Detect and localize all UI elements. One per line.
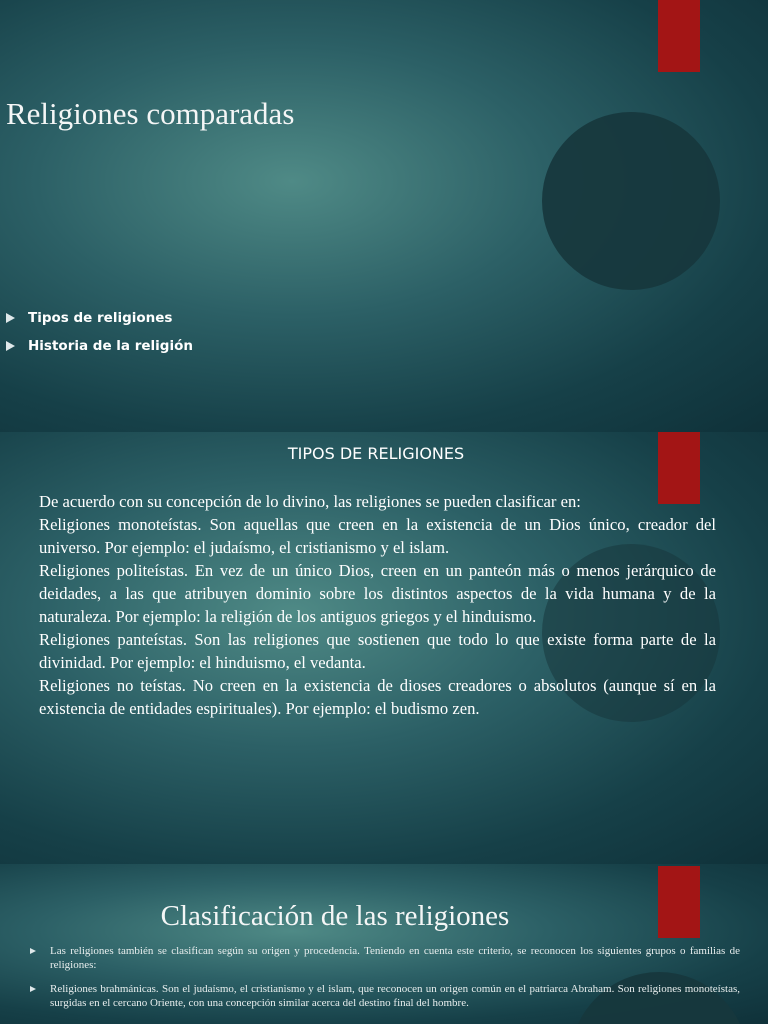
section-body [39, 490, 716, 720]
topic-label: Tipos de religiones [28, 310, 173, 326]
section-title: Clasificación de las religiones [160, 900, 510, 932]
topics-list [6, 304, 193, 360]
classification-list [30, 944, 740, 1020]
bullet-arrow-icon [6, 341, 15, 351]
paragraph: Religiones no teístas. No creen en la existencia de dioses creadores o absolutos (aunque sí en la existencia de entidades espirituales). Por ejemplo: el budismo zen. [39, 676, 716, 718]
decorative-circle [542, 112, 720, 290]
topic-label: Historia de la religión [28, 338, 193, 354]
bullet-arrow-icon [30, 986, 36, 992]
list-item [30, 982, 740, 1010]
paragraph: Religiones panteístas. Son las religiones que sostienen que todo lo que existe forma parte de la divinidad. Por ejemplo: el hinduismo, el vedanta. [39, 630, 716, 672]
bullet-arrow-icon [6, 313, 15, 323]
paragraph: Religiones monoteístas. Son aquellas que creen en la existencia de un Dios único, creador del universo. Por ejemplo: el judaísmo, el cristianismo y el islam. [39, 515, 716, 557]
presentation-title: Religiones comparadas [6, 96, 295, 131]
slide-title [0, 0, 768, 432]
slide-tipos-de-religiones [0, 432, 768, 864]
paragraph: De acuerdo con su concepción de lo divino, las religiones se pueden clasificar en: [39, 492, 581, 511]
accent-red-tab [658, 0, 700, 72]
list-item-text: Religiones brahmánicas. Son el judaísmo, el cristianismo y el islam, que reconocen un origen común en el patriarca Abraham. Son religiones monoteístas, surgidas en el cercano Oriente, con una concepción similar acerca del destino final del hombre. [50, 983, 740, 1009]
section-title: TIPOS DE RELIGIONES [287, 444, 465, 463]
slide-clasificacion [0, 864, 768, 1024]
topic-item [6, 304, 193, 332]
topic-item [6, 332, 193, 360]
list-item-text: Las religiones también se clasifican según su origen y procedencia. Teniendo en cuenta este criterio, se reconocen los siguientes grupos o familias de religiones: [50, 945, 740, 971]
bullet-arrow-icon [30, 948, 36, 954]
paragraph: Religiones politeístas. En vez de un único Dios, creen en un panteón más o menos jerárquico de deidades, a las que atribuyen dominio sobre los distintos aspectos de la vida humana y de la naturaleza. Por ejemplo: la religión de los antiguos griegos y el hinduismo. [39, 561, 716, 626]
list-item [30, 944, 740, 972]
